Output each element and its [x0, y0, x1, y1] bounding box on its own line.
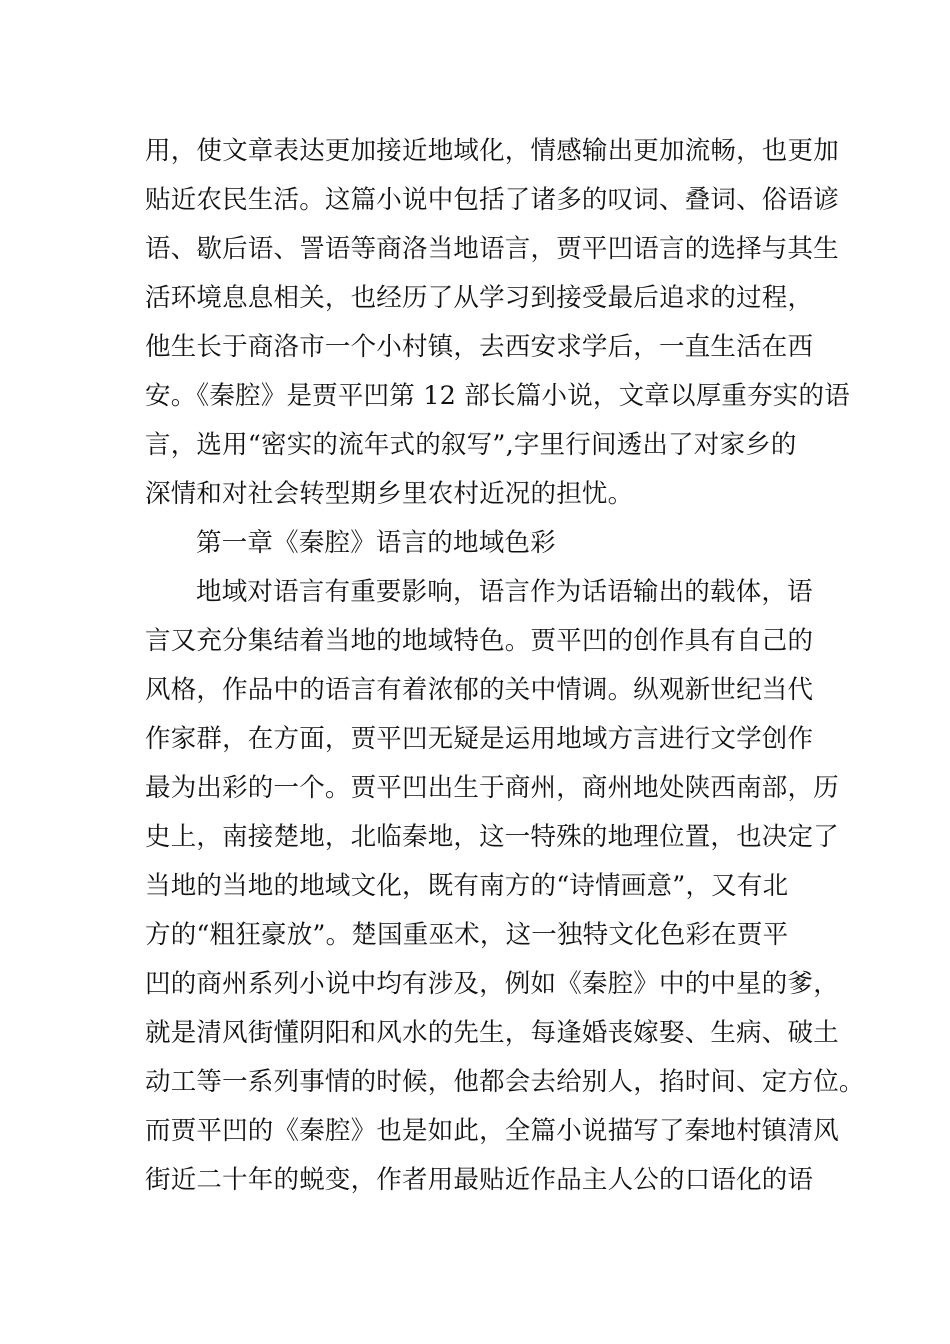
- text-line: 最为出彩的一个。贾平凹出生于商州，商州地处陕西南部，历: [145, 773, 839, 803]
- text-line: 安。《秦腔》是贾平凹第 12 部长篇小说，文章以厚重夯实的语: [145, 381, 850, 411]
- text-line: 地域对语言有重要影响，语言作为话语输出的载体，语: [196, 577, 813, 607]
- text-line: 用，使文章表达更加接近地域化，情感输出更加流畅，也更加: [145, 136, 839, 166]
- chapter-heading: 第一章《秦腔》语言的地域色彩: [196, 528, 556, 558]
- text-line: 凹的商州系列小说中均有涉及，例如《秦腔》中的中星的爹，: [145, 969, 839, 999]
- text-line: 街近二十年的蜕变，作者用最贴近作品主人公的口语化的语: [145, 1165, 814, 1195]
- text-line: 就是清风街懂阴阳和风水的先生，每逢婚丧嫁娶、生病、破土: [145, 1018, 839, 1048]
- text-line: 而贾平凹的《秦腔》也是如此，全篇小说描写了秦地村镇清风: [145, 1116, 839, 1146]
- body-text: [145, 127, 865, 1205]
- text-line: 言又充分集结着当地的地域特色。贾平凹的创作具有自己的: [145, 626, 814, 656]
- text-line: 风格，作品中的语言有着浓郁的关中情调。纵观新世纪当代: [145, 675, 814, 705]
- text-line: 贴近农民生活。这篇小说中包括了诸多的叹词、叠词、俗语谚: [145, 185, 839, 215]
- text-line: 作家群，在方面，贾平凹无疑是运用地域方言进行文学创作: [145, 724, 814, 754]
- text-line: 他生长于商洛市一个小村镇，去西安求学后，一直生活在西: [145, 332, 814, 362]
- text-line: 深情和对社会转型期乡里农村近况的担忧。: [145, 479, 634, 509]
- text-line: 言，选用“密实的流年式的叙写”,字里行间透出了对家乡的: [145, 430, 797, 460]
- text-line: 语、歇后语、詈语等商洛当地语言，贾平凹语言的选择与其生: [145, 234, 839, 264]
- text-line: 动工等一系列事情的时候，他都会去给别人，掐时间、定方位。: [145, 1067, 865, 1097]
- text-line: 史上，南接楚地，北临秦地，这一特殊的地理位置，也决定了: [145, 822, 839, 852]
- text-line: 方的“粗狂豪放”。楚国重巫术，这一独特文化色彩在贾平: [145, 920, 789, 950]
- text-line: 当地的当地的地域文化，既有南方的“诗情画意”，又有北: [145, 871, 789, 901]
- text-line: 活环境息息相关，也经历了从学习到接受最后追求的过程，: [145, 283, 814, 313]
